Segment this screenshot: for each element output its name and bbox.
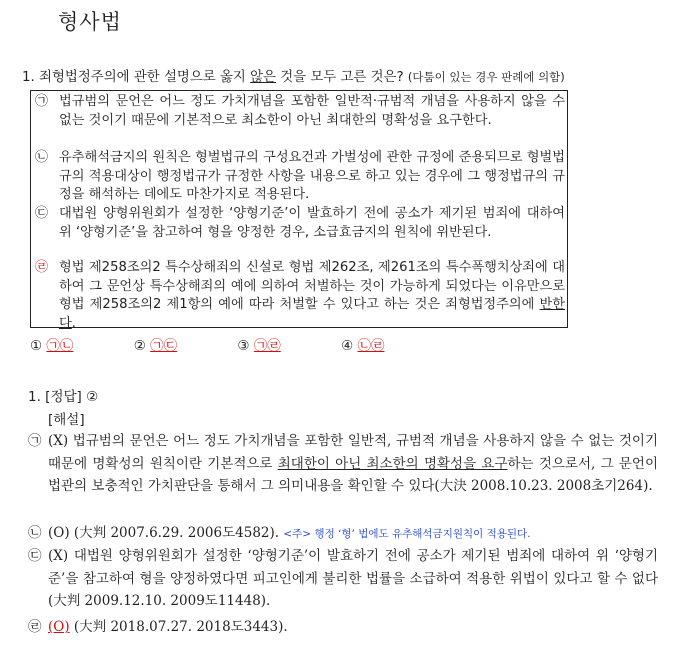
statement-text: 법규범의 문언은 어느 정도 가치개념을 포함한 일반적·규범적 개념을 사용하지 않을 수 없는 것이기 때문에 기본적으로 최소한이 아닌 최대한의 명확성을 요구한다. [59, 94, 565, 128]
question-stem [22, 66, 565, 85]
answer-choices [30, 334, 405, 354]
choice-4[interactable] [341, 334, 384, 354]
choice-1[interactable] [30, 334, 73, 354]
explanation-marker: ㉡ [28, 525, 42, 541]
statement-text-before: 형법 제258조의2 특수상해죄의 신설로 형법 제262조, 제261조의 특수폭행치상죄에 대하여 그 문언상 특수상해죄의 예에 의하여 처벌하는 것이 가능하게 되었다는 이유만으로 형법 제258조의2 제1항의 예에 따라 처벌할 수 있다고 하는 것은 죄형법정주의에 [59, 260, 565, 313]
explanation-marker: ㉠ [28, 433, 42, 449]
explanation-text-after: 하는 것으로서, 그 문언이 법관의 보충적인 가치판단을 통해서 그 의미내용을 확인할 수 있다(大決 2008.10.23. 2008초기264). [48, 455, 659, 494]
statement-text: 대법원 양형위원회가 설정한 ‘양형기준’이 발효하기 전에 공소가 제기된 범죄에 대하여 위 ‘양형기준’을 참고하여 형을 양정한 경우, 소급효금지의 원칙에 위반된다. [59, 206, 565, 240]
explanation-text-before: (X) 법규범의 문언은 어느 정도 가치개념을 포함한 일반적, 규범적 개념을 사용하지 않을 수 없는 것이기 때문에 명확성의 원칙이란 기본적으로 [48, 433, 658, 472]
statement-box [30, 90, 568, 331]
explanation-note: <주> 행정 ‘형’ 법에도 유추해석금지원칙이 적용된다. [283, 528, 531, 540]
explanation-item [28, 522, 658, 546]
choice-2[interactable] [134, 334, 177, 354]
choice-number: ② [133, 338, 146, 354]
choice-value: ㉠㉢ [150, 338, 178, 354]
explanation-item [28, 430, 658, 498]
explanation-marker: ㉣ [28, 619, 42, 635]
statement-marker: ㉣ [35, 260, 49, 275]
choice-value: ㉠㉡ [46, 338, 74, 354]
explanation-text [28, 522, 658, 546]
statement-text: 유추해석금지의 원칙은 형벌법규의 구성요건과 가벌성에 관한 규정에 준용되므로 형벌법규의 적용대상이 행정법규가 규정한 사항을 내용으로 하고 있는 경우에 그 행정법규의 규정을 해석하는 데에도 마찬가지로 적용된다. [59, 150, 565, 203]
choice-value: ㉡㉣ [357, 338, 385, 354]
question-note: (다툼이 있는 경우 판례에 의함) [407, 70, 565, 84]
statement-item [35, 149, 565, 205]
question-text-after: 것을 모두 고른 것은? [275, 70, 404, 85]
explanation-verdict: (O) [48, 619, 70, 635]
statement-text-underlined: 반한다 [59, 297, 565, 331]
explanation-text-underlined: 최대한이 아닌 최소한의 명확성을 요구 [277, 455, 508, 472]
explanation-text [28, 616, 658, 639]
explanation-text [28, 430, 658, 498]
explanation-citation: (大判 2018.07.27. 2018도3443). [69, 619, 288, 635]
statement-marker: ㉠ [35, 94, 49, 109]
explanation-text-main: (O) (大判 2007.6.29. 2006도4582). [48, 525, 280, 541]
statement-item [35, 205, 565, 242]
page-title: 형사법 [58, 10, 122, 34]
question-underlined: 않은 [250, 70, 276, 85]
question-number: 1. [22, 70, 35, 85]
answer-line: 1. [정답] ② [28, 389, 99, 405]
question-text-before: 죄형법정주의에 관한 설명으로 옳지 [39, 70, 251, 85]
statement-marker: ㉢ [35, 206, 49, 221]
statement-item [35, 93, 565, 130]
explanation-item [28, 616, 658, 639]
choice-number: ④ [341, 338, 354, 354]
choice-number: ③ [237, 338, 250, 354]
explanation-text: (X) 대법원 양형위원회가 설정한 ‘양형기준’이 발효하기 전에 공소가 제기된 범죄에 대하여 위 ‘양형기준’을 참고하여 형을 양정하였다면 피고인에게 불리한 법률을 소급하여 적용한 위법이 있다고 할 수 없다(大判 2009.12.10. 2009도11448). [48, 548, 658, 609]
statement-marker: ㉡ [35, 150, 49, 165]
explanation-item [28, 545, 658, 613]
choice-3[interactable] [237, 334, 280, 354]
statement-text [35, 259, 565, 333]
explanation-heading: [해설] [48, 412, 85, 428]
choice-number: ① [30, 338, 43, 354]
statement-text-after: . [71, 315, 76, 331]
statement-item [35, 259, 565, 333]
explanation-marker: ㉢ [28, 548, 42, 564]
choice-value: ㉠㉣ [253, 338, 281, 354]
